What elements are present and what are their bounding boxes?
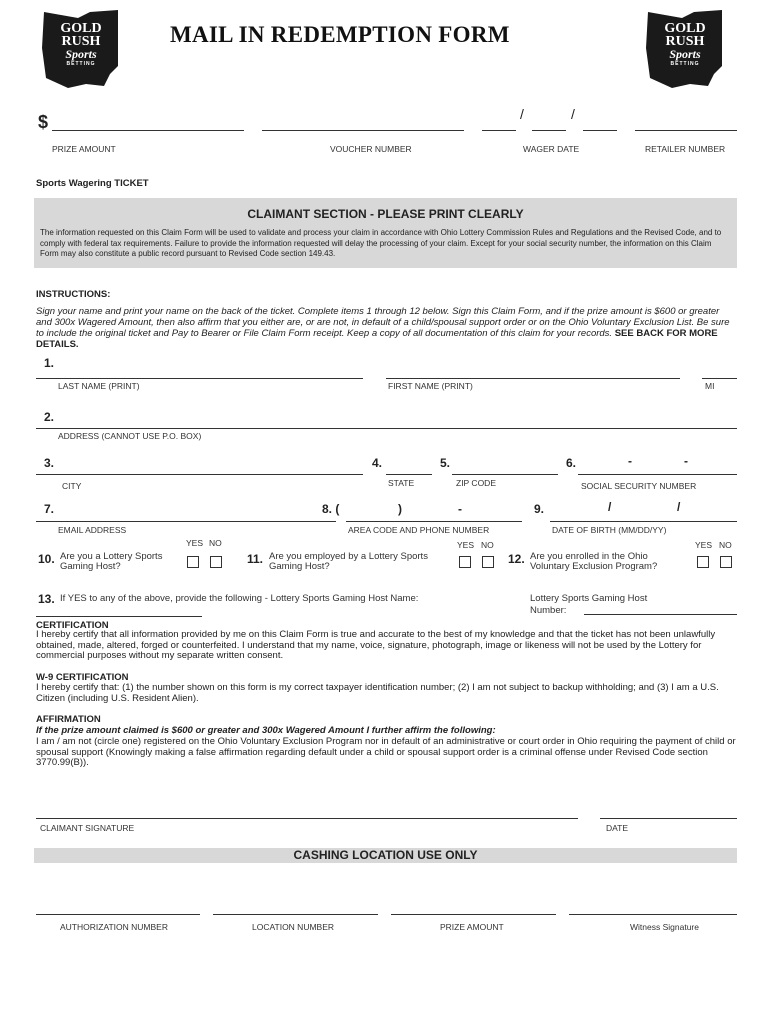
zip-code-field[interactable] (452, 474, 558, 475)
witness-signature-field[interactable] (569, 914, 737, 915)
question-12: Are you enrolled in the Ohio Voluntary Exclusion Program? (530, 551, 658, 572)
item-number-11: 11. (247, 552, 264, 566)
retailer-number-field[interactable] (635, 130, 737, 131)
logo-text-sports: Sports (669, 47, 701, 61)
q11-no-label: NO (481, 540, 494, 550)
certification-heading: CERTIFICATION (36, 620, 109, 631)
item-number-4: 4. (372, 456, 383, 470)
cashing-location-heading: CASHING LOCATION USE ONLY (293, 848, 478, 862)
q10-no-label: NO (209, 538, 222, 548)
dollar-sign: $ (38, 112, 49, 132)
date-slash: / (520, 106, 524, 122)
email-field[interactable] (36, 521, 336, 522)
instructions-body: Sign your name and print your name on the back of the ticket. Complete items 1 through 12 below. Sign this Claim Form, and if the prize amount is $600 or greater and 300x Wagered Amount, then also affirm that you either are, or are not, in default of a child/spousal support order or on the Ohio Voluntary Exclusion List. Be sure to include the original ticket and Pay to Bearer or File Claim Form receipt. Keep a copy of all documentation of this claim for your records. (36, 306, 730, 339)
q10-yes-checkbox[interactable] (187, 556, 199, 568)
item-number-10: 10. (38, 552, 55, 566)
witness-signature-label: Witness Signature (630, 922, 699, 932)
ticket-type: Sports Wagering TICKET (36, 178, 149, 189)
dob-field[interactable] (550, 521, 737, 522)
location-number-field[interactable] (213, 914, 378, 915)
date-field[interactable] (600, 818, 737, 819)
state-label: STATE (388, 478, 415, 488)
dob-slash: / (677, 500, 681, 514)
q10-yes-label: YES (186, 538, 204, 548)
q12-yes-checkbox[interactable] (697, 556, 709, 568)
logo-text-gold: GOLD (664, 21, 706, 36)
item-number-3: 3. (44, 456, 55, 470)
item-number-2: 2. (44, 410, 55, 424)
prize-amount-cashing-field[interactable] (391, 914, 556, 915)
item-number-13: 13. (38, 592, 55, 606)
zip-code-label: ZIP CODE (456, 478, 496, 488)
state-field[interactable] (386, 474, 432, 475)
logo-text-sports: Sports (65, 47, 97, 61)
mi-field[interactable] (702, 378, 737, 379)
date-slash: / (571, 106, 575, 122)
ssn-label: SOCIAL SECURITY NUMBER (581, 481, 697, 491)
last-name-field[interactable] (36, 378, 363, 379)
claimant-text: The information requested on this Claim Form will be used to validate and process your claim in accordance with Ohio Lottery Commission Rules and Regulations and the Revised Code, and to comply with federal tax requirements. Failure to provide the information requested will delay the processing of your claim. Except for your social security number, the information on this Claim Form may also constitute a public record pursuant to Revised Code section 149.43. (40, 228, 722, 258)
wager-date-label: WAGER DATE (523, 144, 580, 154)
city-field[interactable] (36, 474, 363, 475)
prize-amount-field[interactable] (52, 130, 244, 131)
address-field[interactable] (36, 428, 737, 429)
instructions-heading: INSTRUCTIONS: (36, 289, 111, 300)
item-number-12: 12. (508, 552, 525, 566)
voucher-number-label: VOUCHER NUMBER (330, 144, 412, 154)
dob-label: DATE OF BIRTH (MM/DD/YY) (552, 525, 667, 535)
gold-rush-logo-right (642, 8, 728, 90)
claimant-heading: CLAIMANT SECTION - PLEASE PRINT CLEARLY (247, 207, 524, 221)
instructions-text (36, 306, 736, 350)
claimant-signature-field[interactable] (36, 818, 578, 819)
authorization-number-label: AUTHORIZATION NUMBER (60, 922, 168, 932)
wager-date-day-field[interactable] (532, 130, 566, 131)
form-title: MAIL IN REDEMPTION FORM (170, 22, 510, 47)
ssn-field[interactable] (578, 474, 737, 475)
phone-label: AREA CODE AND PHONE NUMBER (348, 525, 490, 535)
email-label: EMAIL ADDRESS (58, 525, 127, 535)
certification-text: I hereby certify that all information provided by me on this Claim Form is true and accurate to the best of my knowledge and that the ticket has not been unlawfully obtained, made, altered, forged or counterfeited. I understand that my name, voice, signature, photograph, image or likeness will not be used by the Lottery for commercial purposes without my separate written consent. (36, 629, 716, 661)
retailer-number-label: RETAILER NUMBER (645, 144, 726, 154)
question-11: Are you employed by a Lottery Sports Gaming Host? (269, 551, 428, 572)
logo-text-gold: GOLD (60, 21, 102, 36)
item-number-6: 6. (566, 456, 577, 470)
phone-field[interactable] (346, 521, 522, 522)
item-number-5: 5. (440, 456, 451, 470)
question-13: If YES to any of the above, provide the following - Lottery Sports Gaming Host Name: (60, 593, 419, 604)
q10-no-checkbox[interactable] (210, 556, 222, 568)
address-label: ADDRESS (CANNOT USE P.O. BOX) (58, 431, 202, 441)
affirmation-heading: AFFIRMATION (36, 714, 101, 725)
logo-text-rush: RUSH (61, 34, 101, 49)
last-name-label: LAST NAME (PRINT) (58, 381, 140, 391)
affirmation-subheading: If the prize amount claimed is $600 or greater and 300x Wagered Amount I further affirm the following: (36, 725, 496, 736)
phone-dash: - (458, 502, 462, 516)
host-number-label: Lottery Sports Gaming Host Number: (530, 593, 648, 616)
q12-no-checkbox[interactable] (720, 556, 732, 568)
q12-no-label: NO (719, 540, 732, 550)
item-number-9: 9. (534, 502, 545, 516)
logo-text-rush: RUSH (665, 34, 705, 49)
dob-slash: / (608, 500, 612, 514)
phone-paren-close: ) (398, 502, 402, 516)
q11-no-checkbox[interactable] (482, 556, 494, 568)
ssn-dash: - (684, 454, 688, 468)
first-name-label: FIRST NAME (PRINT) (388, 381, 473, 391)
q11-yes-checkbox[interactable] (459, 556, 471, 568)
host-number-field[interactable] (584, 614, 737, 615)
item-number-8: 8. ( (322, 502, 340, 516)
gold-rush-logo-left (38, 8, 124, 90)
logo-text-betting: BETTING (66, 61, 96, 67)
claimant-signature-label: CLAIMANT SIGNATURE (40, 823, 135, 833)
wager-date-month-field[interactable] (482, 130, 516, 131)
w9-text: I hereby certify that: (1) the number shown on this form is my correct taxpayer identification number; (2) I am not subject to backup withholding; and (3) I am a U.S. Citizen (including U.S. Resident Alien). (36, 682, 719, 704)
w9-heading: W-9 CERTIFICATION (36, 672, 129, 683)
item-number-1: 1. (44, 356, 55, 370)
location-number-label: LOCATION NUMBER (252, 922, 335, 932)
question-10: Are you a Lottery Sports Gaming Host? (60, 551, 163, 572)
prize-amount-label: PRIZE AMOUNT (52, 144, 116, 154)
wager-date-year-field[interactable] (583, 130, 617, 131)
prize-amount-cashing-label: PRIZE AMOUNT (440, 922, 504, 932)
q12-yes-label: YES (695, 540, 713, 550)
authorization-number-field[interactable] (36, 914, 200, 915)
item-number-7: 7. (44, 502, 55, 516)
mi-label: MI (705, 381, 715, 391)
host-name-field[interactable] (36, 616, 202, 617)
first-name-field[interactable] (386, 378, 680, 379)
ssn-dash: - (628, 454, 632, 468)
see-back-note: SEE BACK FOR MORE DETAILS. (36, 328, 718, 350)
date-label: DATE (606, 823, 629, 833)
affirmation-text: I am / am not (circle one) registered on the Ohio Voluntary Exclusion Program nor in default of an administrative or court order in Ohio requiring the payment of child or spousal support (Knowingly making a false affirmation regarding default under a child or spousal support order is a criminal offense under Revised Code section 3770.99(B)). (36, 736, 736, 768)
voucher-number-field[interactable] (262, 130, 464, 131)
city-label: CITY (62, 481, 82, 491)
logo-text-betting: BETTING (670, 61, 700, 67)
q11-yes-label: YES (457, 540, 475, 550)
